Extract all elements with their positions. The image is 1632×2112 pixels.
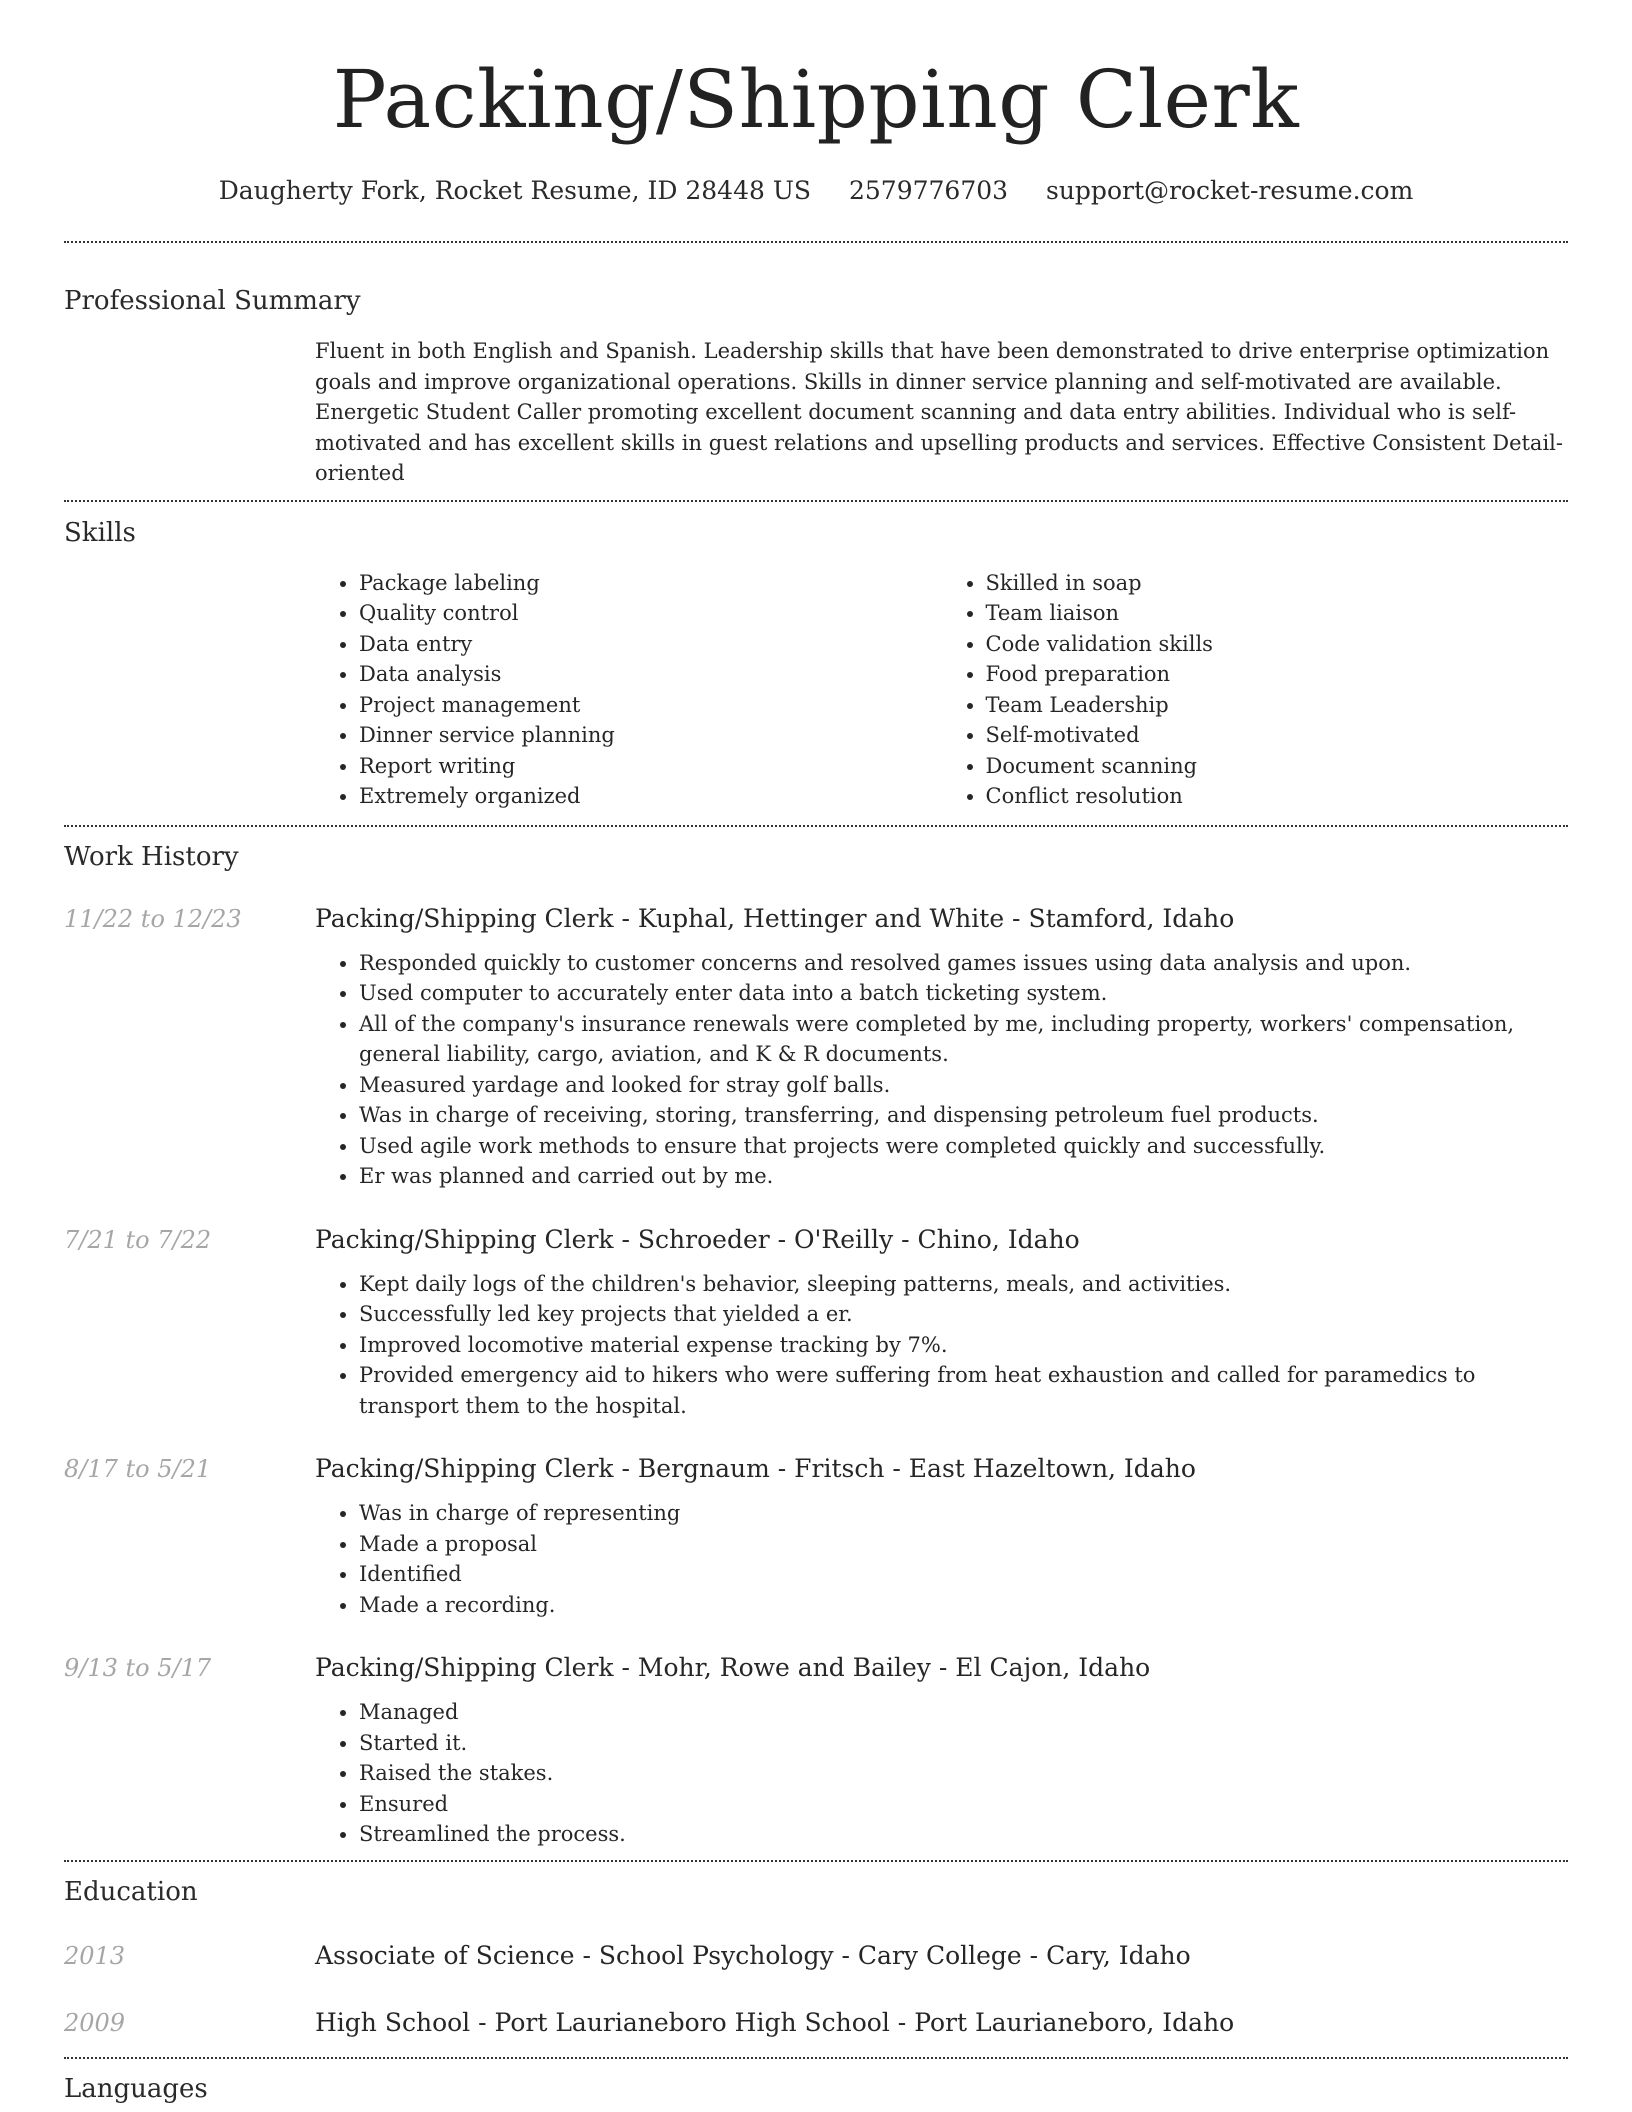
skills-heading: Skills xyxy=(64,517,136,548)
job-entry xyxy=(64,1651,1568,1850)
skill-item: • Package labeling xyxy=(359,568,942,599)
skill-item: • Data entry xyxy=(359,629,942,660)
section-divider xyxy=(64,500,1568,502)
education-year: 2013 xyxy=(64,1941,126,1970)
section-divider xyxy=(64,1860,1568,1862)
work-heading: Work History xyxy=(64,841,239,872)
job-body xyxy=(315,1223,1568,1422)
education-title: Associate of Science - School Psychology - Cary College - Cary, Idaho xyxy=(315,1940,1191,1970)
skill-item: • Extremely organized xyxy=(359,781,942,812)
skill-item: • Team liaison xyxy=(986,598,1569,629)
job-bullet: • Measured yardage and looked for stray golf balls. xyxy=(359,1070,1568,1101)
section-divider xyxy=(64,825,1568,827)
job-bullet: • Used agile work methods to ensure that projects were completed quickly and successfully. xyxy=(359,1131,1568,1162)
job-bullet: • Identified xyxy=(359,1559,1568,1590)
job-entry xyxy=(64,902,1568,1192)
job-title: Packing/Shipping Clerk - Bergnaum - Fritsch - East Hazeltown, Idaho xyxy=(315,1454,1196,1483)
job-bullet: • Used computer to accurately enter data into a batch ticketing system. xyxy=(359,978,1568,1009)
job-dates: 11/22 to 12/23 xyxy=(64,904,242,933)
skill-item: • Quality control xyxy=(359,598,942,629)
skills-columns xyxy=(315,568,1568,812)
job-bullet: • Kept daily logs of the children's behavior, sleeping patterns, meals, and activities. xyxy=(359,1269,1568,1300)
job-dates: 7/21 to 7/22 xyxy=(64,1225,212,1254)
job-bullets xyxy=(315,1269,1568,1422)
job-dates: 8/17 to 5/21 xyxy=(64,1455,212,1483)
skill-item: • Team Leadership xyxy=(986,690,1569,721)
job-bullet: • Started it. xyxy=(359,1728,1568,1759)
languages-heading: Languages xyxy=(64,2073,208,2104)
education-title: High School - Port Laurianeboro High School - Port Laurianeboro, Idaho xyxy=(315,2007,1235,2037)
job-bullet: • Made a proposal xyxy=(359,1529,1568,1560)
job-bullet: • Provided emergency aid to hikers who were suffering from heat exhaustion and called for paramedics to transport them to the hospital. xyxy=(359,1360,1568,1421)
summary-heading: Professional Summary xyxy=(64,286,361,316)
job-bullet: • Was in charge of receiving, storing, transferring, and dispensing petroleum fuel products. xyxy=(359,1100,1568,1131)
summary-text: Fluent in both English and Spanish. Leadership skills that have been demonstrated to drive enterprise optimization goals and improve organizational operations. Skills in dinner service planning and self-motivated are available. Energetic Student Caller promoting excellent document scanning and data entry abilities. Individual who is self-motivated and has excellent skills in guest relations and upselling products and services. Effective Consistent Detail-oriented xyxy=(315,339,1563,485)
skills-list-right xyxy=(942,568,1569,812)
job-bullet: • Er was planned and carried out by me. xyxy=(359,1161,1568,1192)
job-bullets xyxy=(315,1697,1568,1850)
job-bullet: • Managed xyxy=(359,1697,1568,1728)
education-entry xyxy=(64,2006,1568,2040)
job-body xyxy=(315,902,1568,1192)
contact-line xyxy=(64,174,1568,208)
contact-address: Daugherty Fork, Rocket Resume, ID 28448 US xyxy=(218,176,812,205)
job-body xyxy=(315,1452,1568,1620)
education-entry xyxy=(64,1939,1568,1973)
job-bullets xyxy=(315,1498,1568,1620)
skill-item: • Data analysis xyxy=(359,659,942,690)
job-title: Packing/Shipping Clerk - Kuphal, Hettinger and White - Stamford, Idaho xyxy=(315,903,1235,933)
skill-item: • Project management xyxy=(359,690,942,721)
job-bullet: • Made a recording. xyxy=(359,1590,1568,1621)
job-bullet: • Streamlined the process. xyxy=(359,1819,1568,1850)
education-heading: Education xyxy=(64,1876,198,1907)
contact-phone: 2579776703 xyxy=(848,176,1009,205)
job-bullet: • Responded quickly to customer concerns and resolved games issues using data analysis and upon. xyxy=(359,948,1568,979)
section-divider xyxy=(64,241,1568,243)
job-bullets xyxy=(315,948,1568,1192)
job-body xyxy=(315,1651,1568,1850)
job-title: Packing/Shipping Clerk - Schroeder - O'Reilly - Chino, Idaho xyxy=(315,1224,1080,1254)
skill-item: • Report writing xyxy=(359,751,942,782)
contact-email: support@rocket-resume.com xyxy=(1046,176,1414,205)
skill-item: • Document scanning xyxy=(986,751,1569,782)
skill-item: • Food preparation xyxy=(986,659,1569,690)
job-bullet: • Raised the stakes. xyxy=(359,1758,1568,1789)
job-bullet: • Ensured xyxy=(359,1789,1568,1820)
skill-item: • Skilled in soap xyxy=(986,568,1569,599)
skill-item: • Dinner service planning xyxy=(359,720,942,751)
job-bullet: • Was in charge of representing xyxy=(359,1498,1568,1529)
education-body xyxy=(315,1939,1568,1973)
skill-item: • Self-motivated xyxy=(986,720,1569,751)
skill-item: • Conflict resolution xyxy=(986,781,1569,812)
education-body xyxy=(315,2006,1568,2040)
job-title: Packing/Shipping Clerk - Mohr, Rowe and Bailey - El Cajon, Idaho xyxy=(315,1653,1151,1682)
education-list xyxy=(64,1939,1568,2040)
job-bullet: • All of the company's insurance renewals were completed by me, including property, workers' compensation, general liability, cargo, aviation, and K & R documents. xyxy=(359,1009,1568,1070)
job-bullet: • Successfully led key projects that yielded a er. xyxy=(359,1299,1568,1330)
job-bullet: • Improved locomotive material expense tracking by 7%. xyxy=(359,1330,1568,1361)
skills-list-left xyxy=(315,568,942,812)
resume-name: Packing/Shipping Clerk xyxy=(332,53,1300,146)
education-year: 2009 xyxy=(64,2008,126,2037)
skill-item: • Code validation skills xyxy=(986,629,1569,660)
job-entry xyxy=(64,1452,1568,1620)
resume-page xyxy=(64,0,1568,2106)
job-entry xyxy=(64,1223,1568,1422)
job-dates: 9/13 to 5/17 xyxy=(64,1654,212,1682)
section-divider xyxy=(64,2057,1568,2059)
work-history-list xyxy=(64,902,1568,1850)
